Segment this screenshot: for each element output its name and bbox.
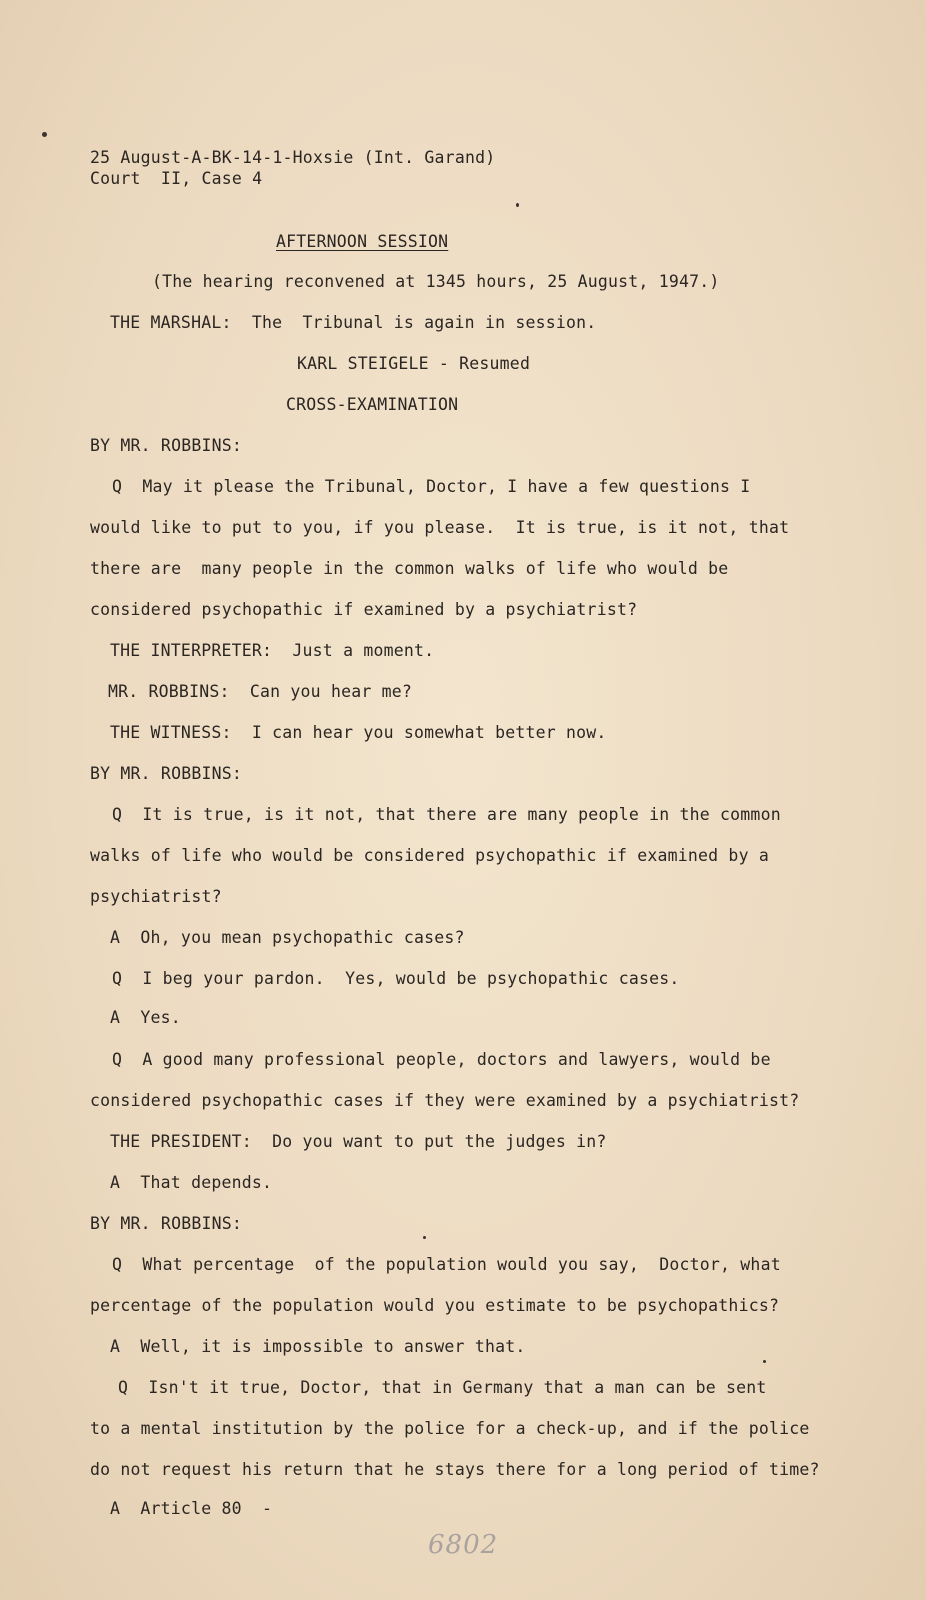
transcript-line: A Article 80 - [110,1499,273,1518]
transcript-line: Q I beg your pardon. Yes, would be psychopathic cases. [112,969,680,988]
paper-speck [423,1236,426,1239]
transcript-line: walks of life who would be considered psychopathic if examined by a [90,846,769,865]
transcript-line: considered psychopathic cases if they were examined by a psychiatrist? [90,1091,800,1110]
transcript-line: MR. ROBBINS: Can you hear me? [108,682,413,701]
transcript-line: Q May it please the Tribunal, Doctor, I have a few questions I [112,477,751,496]
transcript-line: THE WITNESS: I can hear you somewhat better now. [110,723,607,742]
examiner-heading: BY MR. ROBBINS: [90,764,243,783]
paper-speck [42,132,47,137]
transcript-line: THE MARSHAL: The Tribunal is again in session. [110,313,597,332]
session-title: AFTERNOON SESSION [276,232,449,251]
transcript-line: THE PRESIDENT: Do you want to put the judges in? [110,1132,607,1151]
transcript-line: Q A good many professional people, doctors and lawyers, would be [112,1050,771,1069]
transcript-line: THE INTERPRETER: Just a moment. [110,641,435,660]
transcript-line: Q It is true, is it not, that there are many people in the common [112,805,781,824]
transcript-line: psychiatrist? [90,887,222,906]
transcript-line: there are many people in the common walks of life who would be [90,559,729,578]
transcript-line: A Well, it is impossible to answer that. [110,1337,526,1356]
examination-heading: CROSS-EXAMINATION [286,395,459,414]
transcript-line: to a mental institution by the police for a check-up, and if the police [90,1419,810,1438]
transcript-line: Q Isn't it true, Doctor, that in Germany that a man can be sent [118,1378,767,1397]
transcript-line: do not request his return that he stays there for a long period of time? [90,1460,820,1479]
reconvene-note: (The hearing reconvened at 1345 hours, 25 August, 1947.) [152,272,720,291]
header-line-2: Court II, Case 4 [90,169,263,188]
transcript-line: A That depends. [110,1173,273,1192]
transcript-line: percentage of the population would you estimate to be psychopathics? [90,1296,780,1315]
transcript-line: A Yes. [110,1008,181,1027]
header-line-1: 25 August-A-BK-14-1-Hoxsie (Int. Garand) [90,148,496,167]
witness-heading: KARL STEIGELE - Resumed [297,354,531,373]
transcript-line: Q What percentage of the population would you say, Doctor, what [112,1255,781,1274]
examiner-heading: BY MR. ROBBINS: [90,436,243,455]
transcript-line: would like to put to you, if you please. It is true, is it not, that [90,518,790,537]
paper-speck [516,203,519,207]
transcript-line: A Oh, you mean psychopathic cases? [110,928,465,947]
examiner-heading: BY MR. ROBBINS: [90,1214,243,1233]
transcript-line: considered psychopathic if examined by a psychiatrist? [90,600,638,619]
handwritten-page-number: 6802 [428,1530,499,1560]
paper-speck [763,1360,766,1363]
